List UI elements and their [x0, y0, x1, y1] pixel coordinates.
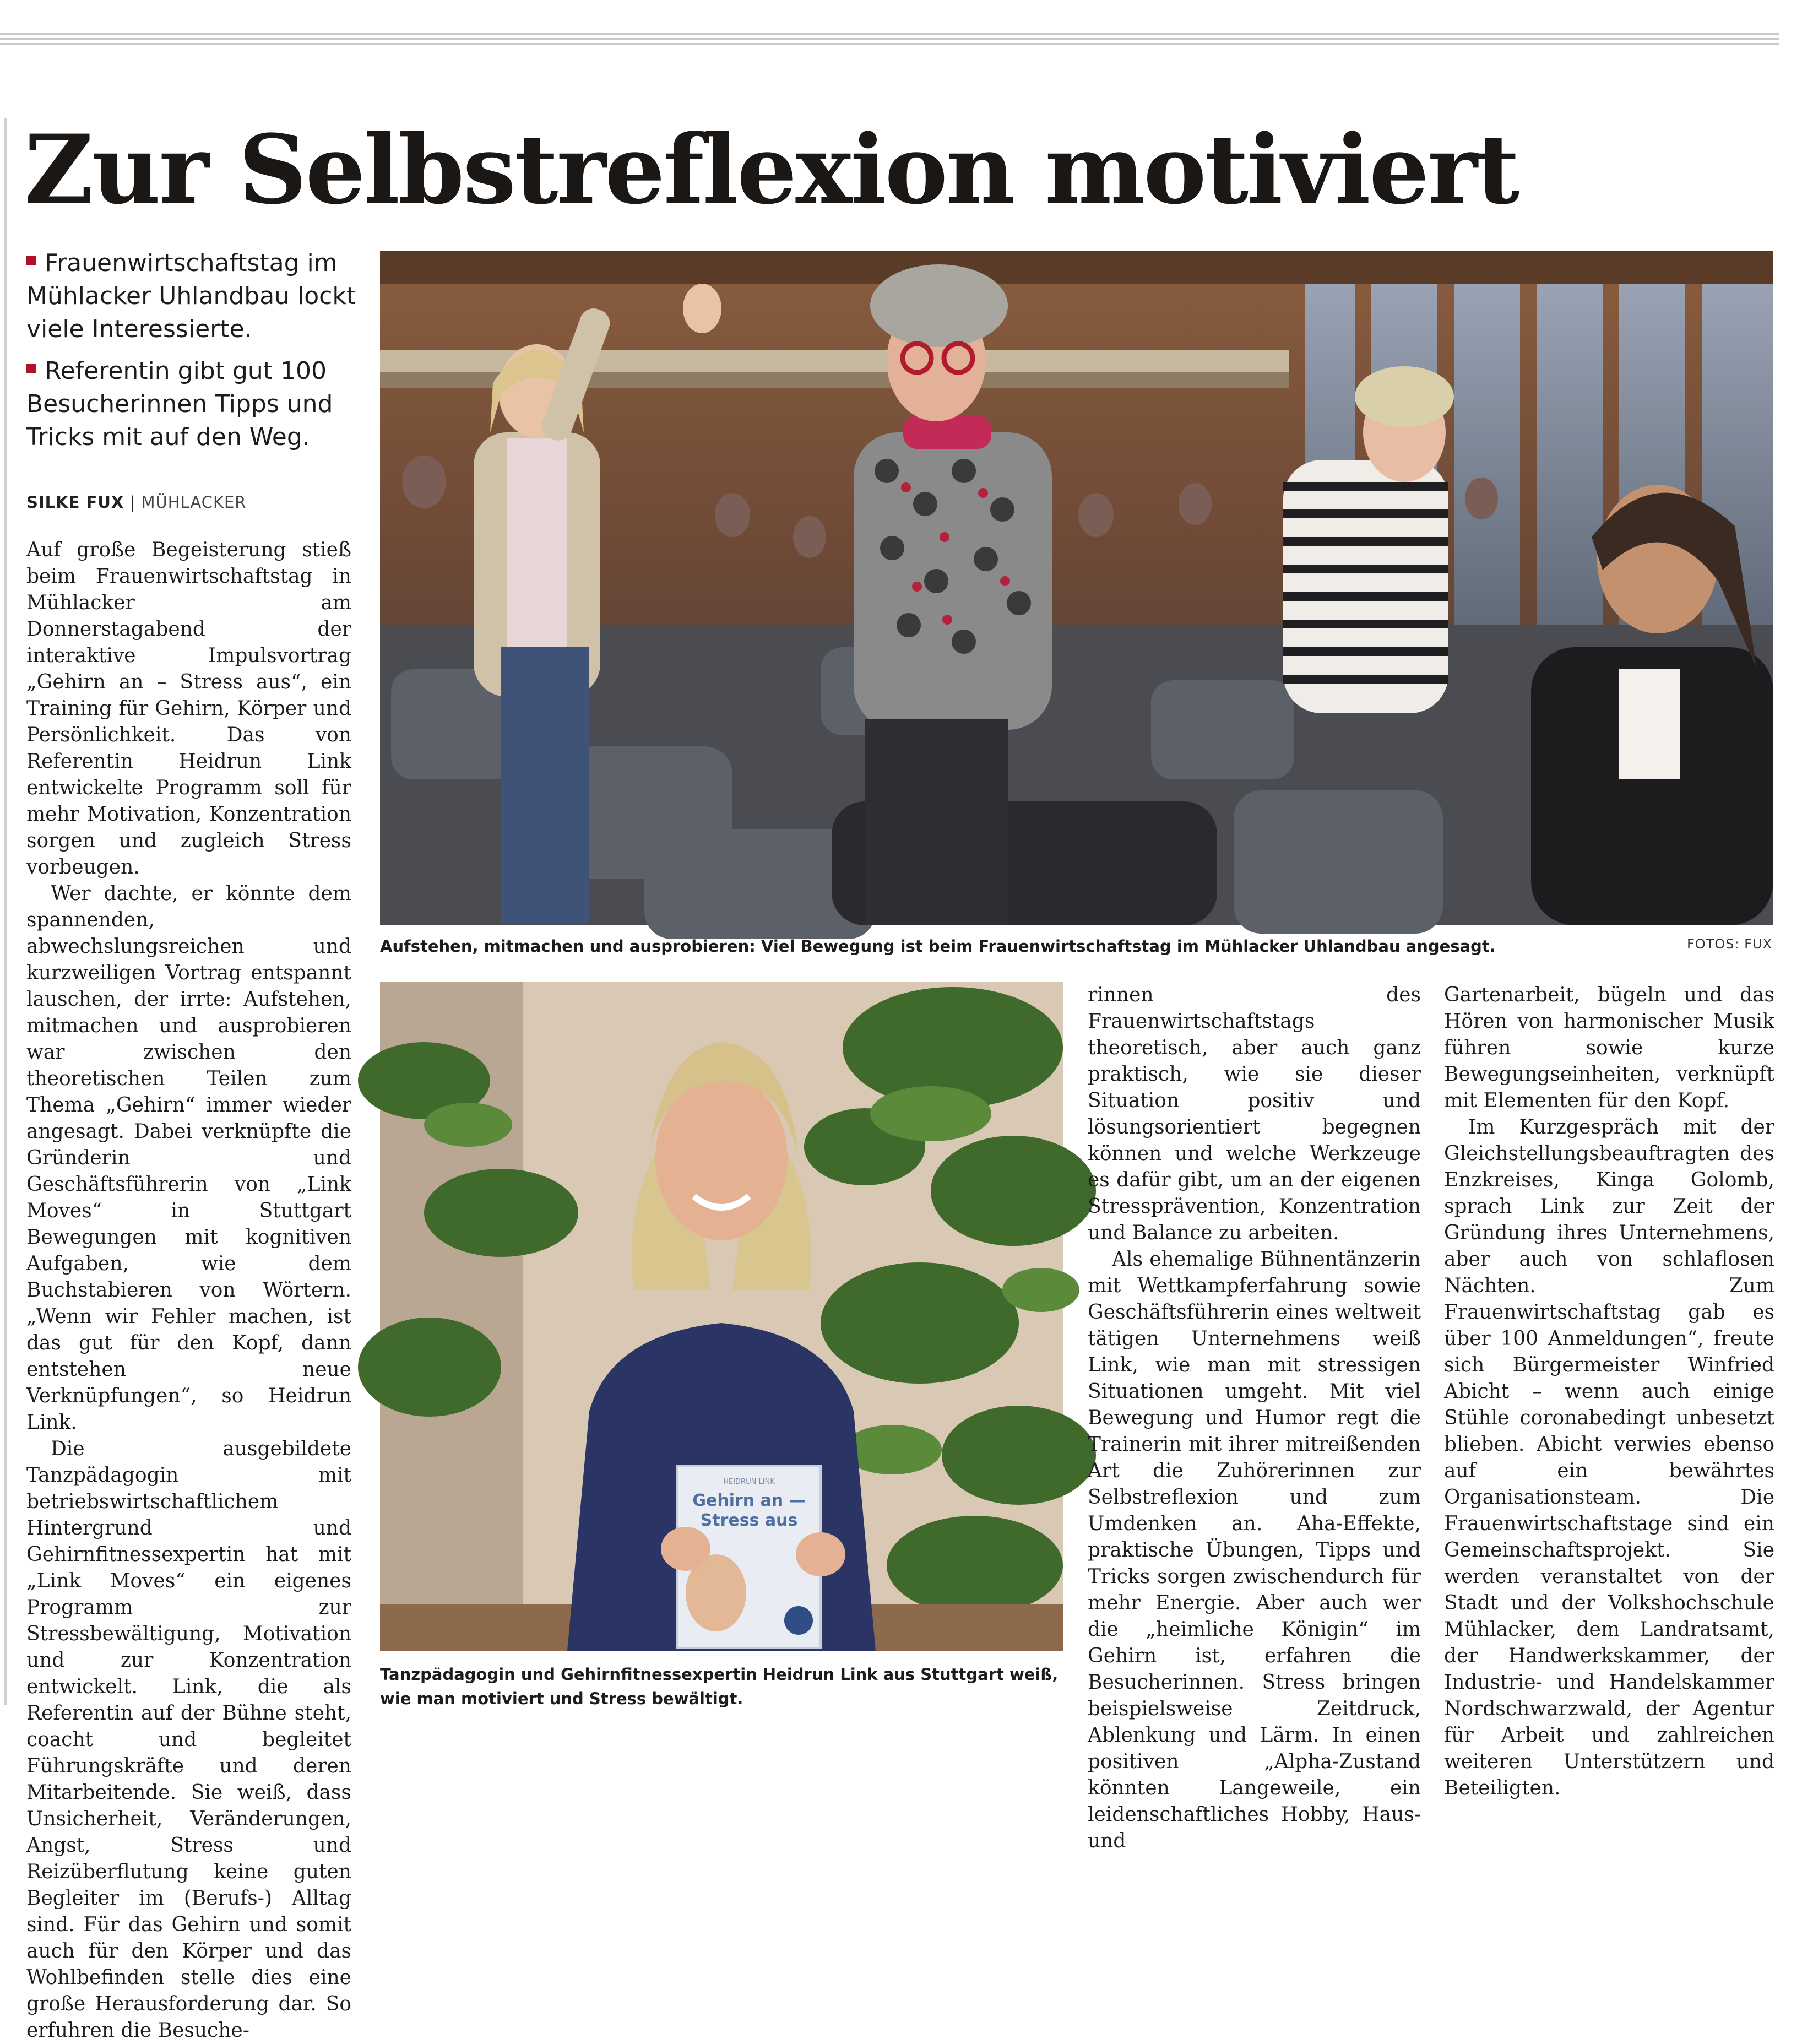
square-bullet-icon	[26, 256, 36, 265]
paragraph: Gartenarbeit, bügeln und das Hören von harmonischer Musik führen sowie kurze Bewegungseinheiten, verknüpft mit Elementen für den Kopf.	[1444, 984, 1774, 1112]
paragraph: Als ehemalige Bühnentänzerin mit Wettkampferfahrung sowie Geschäftsführerin eines weltweit tätigen Unternehmens weiß Link, wie man mit stressigen Situationen umgeht. Mit viel Bewegung und Humor regt die Trainerin mit ihrer mitreißenden Art die Zuhörerinnen zur Selbstreflexion und zum Umdenken an. Aha-Effekte, praktische Übungen, Tipps und Tricks sorgen zwischendurch für mehr Energie. Aber auch wer die „heimliche Königin“ im Gehirn ist, erfahren die Besucherinnen. Stress bringen beispielsweise Zeitdruck, Ablenkung und Lärm. In einen positiven „Alpha-Zustand könnten Langeweile, ein leidenschaftliches Hobby, Haus- und	[1088, 1248, 1421, 1852]
byline-author: SILKE FUX	[26, 493, 124, 512]
book-title-line2: Stress aus	[700, 1511, 798, 1530]
top-rule-lines	[0, 33, 1779, 55]
article-column-3	[1444, 982, 1774, 1799]
headline: Zur Selbstreflexion motiviert	[24, 113, 1518, 225]
paragraph: rinnen des Frauenwirtschaftstags theoretisch, aber auch ganz praktisch, wie sie dieser Situation positiv und lösungsorientiert begegnen können und welche Werkzeuge es dafür gibt, um an der eigenen Stressprävention, Konzentration und Balance zu arbeiten.	[1088, 984, 1421, 1244]
book-title-line1: Gehirn an —	[692, 1491, 806, 1510]
photo-audience-moving	[380, 251, 1773, 925]
paragraph: Auf große Begeisterung stieß beim Frauenwirtschaftstag in Mühlacker am Donnerstagabend der interaktive Impulsvortrag „Gehirn an – Stress aus“, ein Training für Gehirn, Körper und Persönlichkeit. Das von Referentin Heidrun Link entwickelte Programm soll für mehr Motivation, Konzentration sorgen und zugleich Stress vorbeugen.	[26, 539, 351, 879]
article-column-2	[1088, 982, 1421, 1852]
photo-portrait-illustration	[380, 982, 1063, 1651]
byline-place: MÜHLACKER	[141, 493, 247, 512]
paragraph: Im Kurzgespräch mit der Gleichstellungsbeauftragten des Enzkreises, Kinga Golomb, sprach Link zur Zeit der Gründung ihres Unternehmens, aber auch von schlaflosen Nächten. Zum Frauenwirtschaftstag gab es über 100 Anmeldungen“, freute sich Bürgermeister Winfried Abicht – wenn auch einige Stühle coronabedingt unbesetzt blieben. Abicht verwies ebenso auf ein bewährtes Organisationsteam. Die Frauenwirtschaftstage sind ein Gemeinschaftsprojekt. Sie werden veranstaltet von der Stadt und der Volkshochschule Mühlacker, dem Landratsamt, der Handwerkskammer, der Industrie- und Handelskammer Nordschwarzwald, der Agentur für Arbeit und zahlreichen weiteren Unterstützern und Beteiligten.	[1444, 1116, 1774, 1799]
square-bullet-icon	[26, 364, 36, 373]
left-margin-rule	[4, 118, 7, 1705]
photo-audience-illustration	[380, 251, 1773, 925]
paragraph: Wer dachte, er könnte dem spannenden, abwechslungsreichen und kurzweiligen Vortrag entspannt lauschen, der irrte: Aufstehen, mitmachen und ausprobieren war zwischen den theoretischen Teilen zum Thema „Gehirn“ immer wieder angesagt. Dabei verknüpfte die Gründerin und Geschäftsführerin von „Link Moves“ in Stuttgart Bewegungen mit kognitiven Aufgaben, wie dem Buchstabieren von Wörtern. „Wenn wir Fehler machen, ist das gut für den Kopf, dann entstehen neue Verknüpfungen“, so Heidrun Link.	[26, 882, 351, 1434]
photo-caption-top: Aufstehen, mitmachen und ausprobieren: Viel Bewegung ist beim Frauenwirtschaftstag im Mühlacker Uhlandbau angesagt.	[380, 937, 1496, 956]
article-column-1	[26, 537, 351, 2042]
teaser-block	[26, 247, 357, 463]
teaser-text: Referentin gibt gut 100 Besucherinnen Tipps und Tricks mit auf den Weg.	[26, 357, 333, 451]
teaser-text: Frauenwirtschaftstag im Mühlacker Uhlandbau lockt viele Interessierte.	[26, 249, 356, 343]
book-author: HEIDRUN LINK	[723, 1478, 775, 1486]
byline-separator: |	[129, 493, 136, 512]
photo-heidrun-link-with-book	[380, 982, 1063, 1651]
teaser-item	[26, 355, 357, 454]
byline	[26, 493, 357, 512]
teaser-item	[26, 247, 357, 346]
paragraph: Die ausgebildete Tanzpädagogin mit betriebswirtschaftlichem Hintergrund und Gehirnfitnessexpertin hat mit „Link Moves“ ein eigenes Programm zur Stressbewältigung, Motivation und zur Konzentration entwickelt. Link, die als Referentin auf der Bühne steht, coacht und begleitet Führungskräfte und deren Mitarbeitende. Sie weiß, dass Unsicherheit, Veränderungen, Angst, Stress und Reizüberflutung keine guten Begleiter im (Berufs-) Alltag sind. Für das Gehirn und somit auch für den Körper und das Wohlbefinden stelle dies eine große Herausforderung dar. So erfuhren die Besuche-	[26, 1438, 351, 2042]
photo-credit: FOTOS: FUX	[1686, 936, 1772, 952]
photo-caption-bottom: Tanzpädagogin und Gehirnfitnessexpertin Heidrun Link aus Stuttgart weiß, wie man motiviert und Stress bewältigt.	[380, 1665, 1059, 1708]
